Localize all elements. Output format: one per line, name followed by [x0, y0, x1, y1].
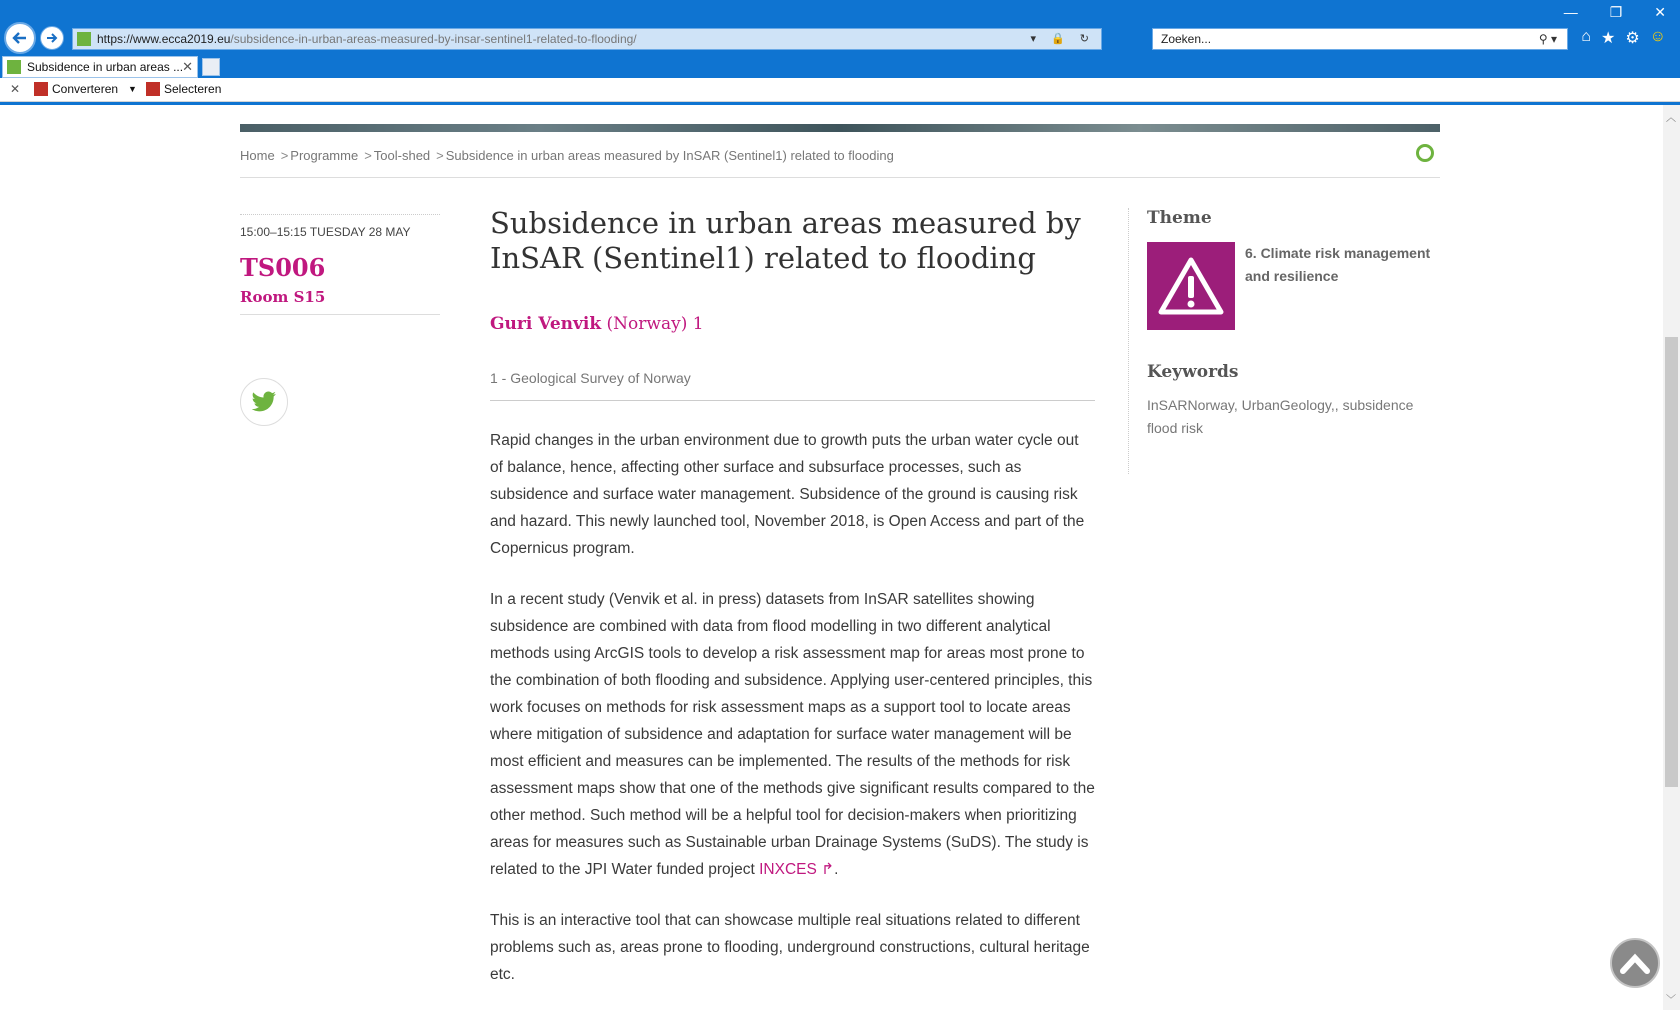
session-room: Room S15: [240, 288, 440, 315]
select-button[interactable]: Selecteren: [146, 78, 221, 100]
address-url: [97, 29, 637, 49]
abstract-paragraph-3: This is an interactive tool that can showcase multiple real situations related to different problems such as, areas prone to flooding, underground constructions, cultural heritage etc.: [490, 912, 1090, 983]
inxces-link[interactable]: INXCES: [759, 861, 817, 878]
address-bar[interactable]: [72, 28, 1102, 50]
breadcrumb-toolshed[interactable]: Tool-shed: [373, 148, 431, 163]
convert-button[interactable]: Converteren: [34, 78, 118, 100]
tab-close-icon[interactable]: ✕: [182, 59, 193, 74]
back-button[interactable]: [4, 22, 36, 54]
breadcrumb-sep: >: [364, 148, 372, 163]
article: [490, 206, 1095, 988]
tab-title: Subsidence in urban areas ...: [27, 60, 184, 74]
keywords-list: InSARNorway, UrbanGeology,, subsidence flood risk: [1147, 397, 1414, 436]
author-line: [490, 314, 1095, 334]
back-arrow-icon: [11, 29, 29, 47]
new-tab-button[interactable]: [202, 58, 220, 76]
forward-button[interactable]: [40, 26, 64, 50]
restore-icon[interactable]: ❐: [1609, 4, 1623, 20]
affiliation: 1 - Geological Survey of Norway: [490, 370, 1095, 401]
command-bar: [0, 78, 1680, 102]
paragraph-2-end: .: [834, 861, 839, 878]
header-banner: [240, 124, 1440, 132]
browser-tab[interactable]: [2, 56, 198, 78]
url-prefix: https://www.: [97, 32, 162, 46]
url-domain: ecca2019.eu: [161, 32, 231, 46]
article-title: Subsidence in urban areas measured by InSAR (Sentinel1) related to flooding: [490, 206, 1081, 275]
keywords-heading: Keywords: [1147, 362, 1239, 382]
breadcrumb-sep: >: [280, 148, 289, 163]
breadcrumb-programme[interactable]: Programme: [290, 148, 359, 163]
forward-arrow-icon: [45, 31, 59, 45]
sidebar: [1128, 208, 1440, 474]
site-search-icon[interactable]: [1416, 144, 1434, 162]
breadcrumb-home[interactable]: Home: [240, 148, 275, 163]
smiley-icon[interactable]: ☺: [1649, 28, 1666, 45]
favorites-star-icon[interactable]: ★: [1600, 30, 1616, 47]
breadcrumb: [240, 148, 1440, 178]
breadcrumb-sep: >: [436, 148, 444, 163]
search-placeholder: Zoeken...: [1161, 32, 1212, 46]
breadcrumb-current: Subsidence in urban areas measured by InSAR (Sentinel1) related to flooding: [445, 148, 894, 163]
external-link-icon[interactable]: ↱: [821, 861, 835, 878]
abstract-paragraph-2: [490, 586, 1095, 883]
author-country: (Norway) 1: [601, 314, 704, 334]
session-info: [240, 214, 440, 315]
window-controls: [1564, 4, 1666, 21]
theme-heading: Theme: [1147, 208, 1212, 228]
settings-gear-icon[interactable]: ⚙: [1625, 30, 1640, 47]
home-icon[interactable]: ⌂: [1581, 28, 1591, 45]
tab-favicon-icon: [7, 60, 21, 74]
session-code: TS006: [240, 253, 326, 282]
search-box[interactable]: [1152, 28, 1568, 50]
theme-tile[interactable]: [1147, 242, 1235, 330]
abstract-paragraph-1: Rapid changes in the urban environment due to growth puts the urban water cycle out of balance, hence, affecting other surface and subsurface processes, such as subsidence and surface water management. Subsidence of the ground is causing risk and hazard. This newly launched tool, November 2018, is Open Access and part of the Copernicus program.: [490, 432, 1085, 557]
back-to-top-button[interactable]: [1610, 938, 1660, 988]
theme-label[interactable]: 6. Climate risk management and resilience: [1245, 245, 1431, 284]
scroll-down-icon[interactable]: ﹀: [1666, 995, 1676, 1006]
session-time: 15:00–15:15 TUESDAY 28 MAY: [240, 214, 440, 239]
twitter-share-button[interactable]: [240, 378, 288, 426]
convert-dropdown-icon[interactable]: ▼: [128, 84, 137, 94]
scroll-thumb[interactable]: [1665, 337, 1678, 787]
chevron-up-icon: [1620, 952, 1650, 974]
toolbar-icons: [1581, 28, 1666, 48]
url-path: /subsidence-in-urban-areas-measured-by-insar-sentinel1-related-to-flooding/: [230, 32, 637, 46]
page-scrollbar[interactable]: [1663, 105, 1680, 1010]
address-tools[interactable]: ▾ 🔒 ↻: [1030, 33, 1095, 45]
close-bar-icon[interactable]: ✕: [10, 82, 21, 96]
site-favicon-icon: [77, 32, 91, 46]
paragraph-2-text: In a recent study (Venvik et al. in press) datasets from InSAR satellites showing subsidence are combined with data from flood modelling in two different analytical methods using ArcGIS tools to develop a risk assessment map for areas most prone to the combination of both flooding and subsidence. Applying user-centered principles, this work focuses on methods for risk assessment maps as a support tool to locate areas where mitigation of subsidence and adaptation for surface water management will be most efficient and measures can be implemented. The results of the methods for risk assessment maps show that one of the methods give significant results compared to the other method. Such method will be a helpful tool for decision-makers when prioritizing areas for measures such as Sustainable urban Drainage Systems (SuDS). The study is related to the JPI Water funded project: [490, 591, 1095, 878]
scroll-up-icon[interactable]: ︿: [1666, 113, 1676, 124]
warning-triangle-icon: [1157, 256, 1225, 316]
twitter-icon: [251, 391, 277, 413]
theme-item[interactable]: [1147, 242, 1440, 330]
search-icon[interactable]: ⚲ ▾: [1538, 32, 1557, 46]
close-window-icon[interactable]: ✕: [1654, 4, 1666, 20]
author-name[interactable]: Guri Venvik: [490, 314, 602, 334]
minimize-icon[interactable]: —: [1563, 4, 1578, 20]
